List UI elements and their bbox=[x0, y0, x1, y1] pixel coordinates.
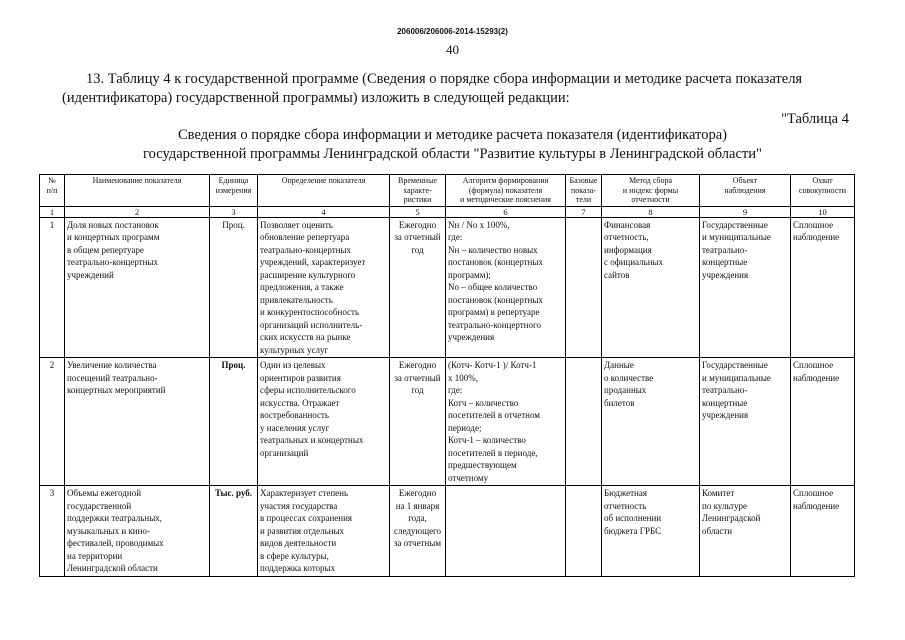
row-base bbox=[566, 358, 602, 486]
column-number: 7 bbox=[566, 206, 602, 217]
row-object: Государственные и муниципальные театрально- концертные учреждения bbox=[700, 217, 791, 358]
column-numbers-row bbox=[40, 206, 855, 217]
column-number: 8 bbox=[602, 206, 700, 217]
column-number: 2 bbox=[65, 206, 210, 217]
row-algorithm: (Котч- Котч-1 )/ Котч-1 х 100%, где: Котч – количество посетителей в отчетном периоде; Котч-1 – количество посетителей в периоде, предшествующем отчетному bbox=[446, 358, 566, 486]
table-row bbox=[40, 217, 855, 358]
row-algorithm bbox=[446, 486, 566, 577]
header-unit: Единица измерения bbox=[210, 175, 258, 207]
row-unit: Проц. bbox=[210, 358, 258, 486]
row-unit: Тыс. руб. bbox=[210, 486, 258, 577]
row-definition: Один из целевых ориентиров развития сферы исполнительского искусства. Отражает востребованность у населения услуг театральных и концертных организаций bbox=[258, 358, 390, 486]
table-heading-line-1: Сведения о порядке сбора информации и методике расчета показателя (идентификатора) bbox=[178, 127, 727, 143]
row-definition: Позволяет оценить обновление репертуара театрально-концертных учреждений, характеризует расширение культурного предложения, а также привлекательность и конкурентоспособность организаций исполнитель- ских искусств на рынке культурных услуг bbox=[258, 217, 390, 358]
header-method: Метод сбора и индекс формы отчетности bbox=[602, 175, 700, 207]
row-num: 1 bbox=[40, 217, 65, 358]
header-indicator-name: Наименование показателя bbox=[65, 175, 210, 207]
row-base bbox=[566, 217, 602, 358]
column-number: 3 bbox=[210, 206, 258, 217]
column-number: 6 bbox=[446, 206, 566, 217]
row-object: Государственные и муниципальные театрально- концертные учреждения bbox=[700, 358, 791, 486]
row-method: Бюджетная отчетность об исполнении бюджета ГРБС bbox=[602, 486, 700, 577]
header-num: № п/п bbox=[40, 175, 65, 207]
row-indicator-name: Объемы ежегодной государственной поддержки театральных, музыкальных и кино- фестивалей, проводимых на территории Ленинградской области bbox=[65, 486, 210, 577]
page-number: 40 bbox=[446, 42, 459, 57]
table-label: "Таблица 4 bbox=[781, 111, 849, 127]
column-number: 1 bbox=[40, 206, 65, 217]
document-id: 206006/206006-2014-15293(2) bbox=[397, 27, 508, 36]
row-time: Ежегодно на 1 января года, следующего за отчетным bbox=[390, 486, 446, 577]
row-method: Данные о количестве проданных билетов bbox=[602, 358, 700, 486]
row-indicator-name: Доля новых постановок и концертных программ в общем репертуаре театрально-концертных учреждений bbox=[65, 217, 210, 358]
row-coverage: Сплошное наблюдение bbox=[791, 486, 855, 577]
row-indicator-name: Увеличение количества посещений театрально- концертных мероприятий bbox=[65, 358, 210, 486]
table-row bbox=[40, 486, 855, 577]
row-time: Ежегодно за отчетный год bbox=[390, 358, 446, 486]
row-base bbox=[566, 486, 602, 577]
header-algorithm: Алгоритм формирования (формула) показателя и методические пояснения bbox=[446, 175, 566, 207]
row-method: Финансовая отчетность, информация с официальных сайтов bbox=[602, 217, 700, 358]
row-object: Комитет по культуре Ленинградской области bbox=[700, 486, 791, 577]
column-number: 4 bbox=[258, 206, 390, 217]
header-definition: Определение показателя bbox=[258, 175, 390, 207]
column-number: 5 bbox=[390, 206, 446, 217]
row-algorithm: Nн / Nо х 100%, где: Nн – количество новых постановок (концертных программ); Nо – общее количество постановок (концертных программ) в репертуаре театрально-концертного учреждения bbox=[446, 217, 566, 358]
header-base: Базовые показа- тели bbox=[566, 175, 602, 207]
table-row bbox=[40, 358, 855, 486]
table-header-row bbox=[40, 175, 855, 207]
row-num: 3 bbox=[40, 486, 65, 577]
amendment-paragraph: 13. Таблицу 4 к государственной программе (Сведения о порядке сбора информации и методике расчета показателя (идентификатора) государственной программы) изложить в следующей редакции: bbox=[62, 71, 803, 106]
column-number: 10 bbox=[791, 206, 855, 217]
header-object: Объект наблюдения bbox=[700, 175, 791, 207]
row-coverage: Сплошное наблюдение bbox=[791, 358, 855, 486]
header-time: Временные характе- ристики bbox=[390, 175, 446, 207]
row-unit: Проц. bbox=[210, 217, 258, 358]
header-coverage: Охват совокупности bbox=[791, 175, 855, 207]
column-number: 9 bbox=[700, 206, 791, 217]
row-definition: Характеризует степень участия государства в процессах сохранения и развития отдельных видов деятельности в сфере культуры, поддержка которых bbox=[258, 486, 390, 577]
row-num: 2 bbox=[40, 358, 65, 486]
indicators-table bbox=[39, 174, 855, 577]
row-time: Ежегодно за отчетный год bbox=[390, 217, 446, 358]
table-heading bbox=[40, 126, 865, 164]
table-heading-line-2: государственной программы Ленинградской области "Развитие культуры в Ленинградской области" bbox=[143, 146, 762, 162]
row-coverage: Сплошное наблюдение bbox=[791, 217, 855, 358]
